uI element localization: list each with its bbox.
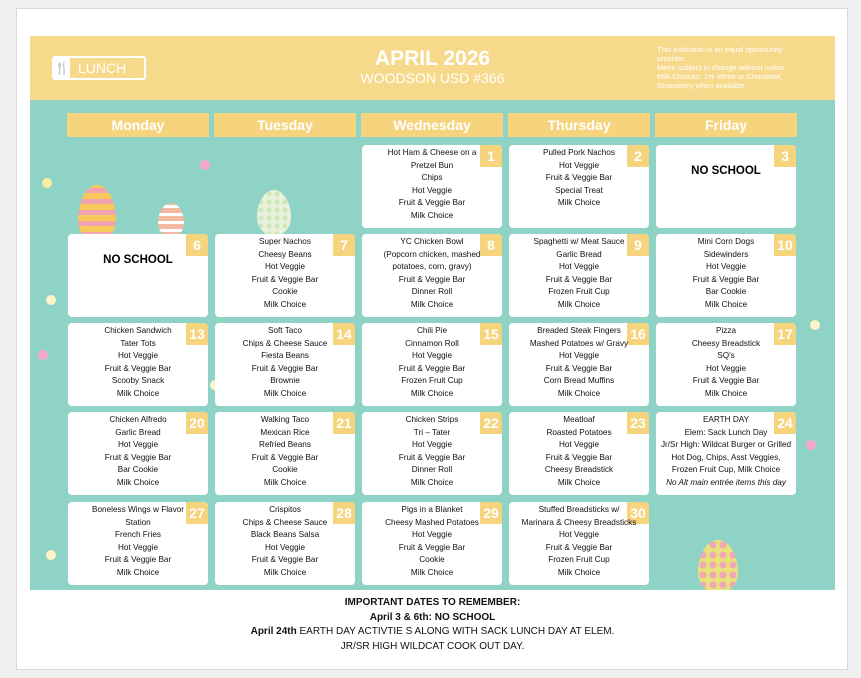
menu-item: Milk Choice — [116, 567, 160, 577]
menu-item: Hot Veggie — [558, 530, 600, 540]
important-dates — [30, 596, 835, 654]
day-number: 15 — [480, 323, 502, 345]
menu-items — [509, 414, 649, 490]
logo-text: LUNCH — [78, 60, 127, 76]
menu-item: Fruit & Veggie Bar — [398, 274, 466, 284]
calendar-day-cell — [362, 323, 502, 406]
menu-item: Milk Choice — [263, 477, 307, 487]
menu-item: Crispitos — [269, 505, 301, 514]
calendar-subtitle: WOODSON USD #366 — [360, 70, 505, 86]
menu-item: Hot Veggie — [117, 440, 159, 450]
menu-items — [362, 504, 502, 580]
notice-line: This institution is an equal opportunity — [657, 45, 783, 54]
menu-items — [215, 414, 355, 490]
menu-item: Hot Dog, Chips, Asst Veggies, — [671, 452, 781, 462]
menu-item: Hot Veggie — [558, 440, 600, 450]
menu-item: Fruit & Veggie Bar — [692, 274, 760, 284]
menu-item: Hot Veggie — [705, 363, 747, 373]
menu-item: Hot Veggie — [558, 262, 600, 272]
menu-item: Jr/Sr High: Wildcat Burger or Grilled — [660, 440, 792, 450]
notice-line: Milk Choices: 1% White or Chocolate, — [657, 72, 783, 81]
menu-item: Hot Veggie — [411, 351, 453, 361]
menu-item: potatoes, corn, gravy) — [392, 262, 472, 272]
menu-item: Hot Ham & Cheese on a — [387, 148, 477, 157]
menu-item: Fruit & Veggie Bar — [251, 452, 319, 462]
menu-items — [68, 325, 208, 401]
flower-decoration — [200, 160, 210, 170]
day-number: 9 — [627, 234, 649, 256]
menu-items — [509, 147, 649, 210]
menu-items — [509, 504, 649, 580]
day-number: 16 — [627, 323, 649, 345]
menu-items — [362, 147, 502, 223]
calendar-day-cell — [509, 412, 649, 495]
menu-item: Fruit & Veggie Bar — [545, 452, 613, 462]
menu-item: Mini Corn Dogs — [697, 237, 755, 246]
calendar-day-cell — [362, 145, 502, 228]
menu-item: Chicken Strips — [405, 415, 459, 424]
day-number: 17 — [774, 323, 796, 345]
calendar-day-cell — [656, 412, 796, 495]
notice-line: provider. — [657, 54, 686, 63]
menu-items — [656, 236, 796, 312]
day-number: 7 — [333, 234, 355, 256]
menu-item: Chicken Alfredo — [109, 415, 167, 424]
menu-item: Hot Veggie — [411, 185, 453, 195]
calendar-day-cell — [656, 323, 796, 406]
menu-item: SQ's — [717, 351, 735, 361]
footer-line-1: April 3 & 6th: NO SCHOOL — [369, 611, 496, 623]
menu-item: Milk Choice — [557, 299, 601, 309]
menu-item: French Fries — [115, 530, 161, 540]
calendar-title: APRIL 2026 — [374, 47, 491, 70]
menu-item: Milk Choice — [704, 388, 748, 398]
flower-decoration — [46, 295, 56, 305]
menu-item: Fruit & Veggie Bar — [104, 452, 172, 462]
calendar-day-cell — [509, 145, 649, 228]
notice-line: Strawberry when available — [657, 81, 745, 90]
calendar-day-cell — [68, 502, 208, 585]
menu-item: Spaghetti w/ Meat Sauce — [533, 237, 625, 246]
footer-line-2 — [30, 625, 835, 640]
menu-item: Hot Veggie — [117, 351, 159, 361]
easter-egg-decoration — [698, 540, 738, 590]
calendar-day-cell — [68, 234, 208, 317]
menu-item: Soft Taco — [268, 326, 302, 335]
menu-item: Cookie — [272, 287, 298, 297]
menu-item: Dinner Roll — [411, 465, 453, 475]
menu-item: Fruit & Veggie Bar — [545, 542, 613, 552]
fork-icon: 🍴 — [54, 58, 70, 78]
menu-item: EARTH DAY — [702, 415, 750, 424]
menu-item: Milk Choice — [263, 299, 307, 309]
menu-item: Pizza — [715, 326, 737, 335]
day-number: 21 — [333, 412, 355, 434]
menu-item: Corn Bread Muffins — [543, 376, 615, 386]
menu-item: Dinner Roll — [411, 287, 453, 297]
menu-item: Cookie — [272, 465, 298, 475]
notice-text — [657, 45, 807, 90]
day-number: 13 — [186, 323, 208, 345]
day-number: 27 — [186, 502, 208, 524]
menu-item: Refried Beans — [259, 440, 311, 450]
menu-items — [215, 325, 355, 401]
day-number: 30 — [627, 502, 649, 524]
day-header-thursday: Thursday — [508, 113, 650, 137]
menu-item: Pretzel Bun — [410, 160, 454, 170]
menu-item: Milk Choice — [410, 388, 454, 398]
calendar-day-cell — [215, 412, 355, 495]
menu-item: Milk Choice — [557, 198, 601, 208]
menu-item: Cheesy Mashed Potatoes — [385, 517, 479, 527]
menu-items — [68, 414, 208, 490]
notice-line: Menu subject to change without notice. — [657, 63, 787, 72]
menu-item: Fruit & Veggie Bar — [545, 173, 613, 183]
menu-item: Fruit & Veggie Bar — [251, 555, 319, 565]
menu-item: Special Treat — [555, 185, 603, 195]
menu-item: Elem: Sack Lunch Day — [684, 427, 768, 437]
menu-item: YC Chicken Bowl — [400, 237, 464, 246]
menu-items — [215, 504, 355, 580]
menu-item: Hot Veggie — [705, 262, 747, 272]
menu-note: No Alt main entrée items this day — [666, 477, 786, 487]
menu-items — [656, 414, 796, 490]
menu-item: Cheesy Beans — [258, 249, 312, 259]
menu-item: Meatloaf — [563, 415, 595, 424]
menu-item: Stuffed Breadsticks w/ — [538, 505, 620, 514]
day-number: 8 — [480, 234, 502, 256]
easter-egg-decoration — [257, 190, 291, 236]
no-school-label: NO SCHOOL — [691, 165, 761, 177]
menu-item: Hot Veggie — [558, 351, 600, 361]
day-number: 14 — [333, 323, 355, 345]
footer-heading: IMPORTANT DATES TO REMEMBER: — [344, 597, 521, 608]
flower-decoration — [806, 440, 816, 450]
menu-item: Milk Choice — [410, 210, 454, 220]
menu-item: Cheesy Breadstick — [544, 465, 614, 475]
menu-item: Frozen Fruit Cup — [548, 287, 610, 297]
menu-item: Chili Pie — [416, 326, 448, 335]
flower-decoration — [46, 550, 56, 560]
calendar-day-cell — [362, 412, 502, 495]
menu-item: Fruit & Veggie Bar — [545, 363, 613, 373]
menu-item: Fruit & Veggie Bar — [398, 363, 466, 373]
calendar-day-cell — [68, 323, 208, 406]
day-number: 28 — [333, 502, 355, 524]
menu-item: Pigs in a Blanket — [401, 505, 463, 514]
menu-item: Fruit & Veggie Bar — [398, 452, 466, 462]
menu-item: Scooby Snack — [111, 376, 165, 386]
day-number: 3 — [774, 145, 796, 167]
menu-item: Breaded Steak Fingers — [537, 326, 621, 335]
menu-item: Roasted Potatoes — [546, 427, 612, 437]
menu-item: Milk Choice — [263, 388, 307, 398]
menu-item: Milk Choice — [410, 567, 454, 577]
menu-item: Hot Veggie — [411, 440, 453, 450]
menu-item: Fruit & Veggie Bar — [104, 363, 172, 373]
calendar-day-cell — [362, 502, 502, 585]
menu-item: Station — [125, 517, 151, 527]
calendar-day-cell — [68, 412, 208, 495]
menu-item: Cinnamon Roll — [405, 338, 459, 348]
menu-item: Tater Tots — [120, 338, 156, 348]
day-number: 24 — [774, 412, 796, 434]
menu-item: Marinara & Cheesy Breadsticks — [521, 517, 637, 527]
menu-item: Fruit & Veggie Bar — [251, 363, 319, 373]
day-header-tuesday: Tuesday — [214, 113, 356, 137]
footer-text: EARTH DAY ACTIVTIE S ALONG WITH SACK LUNCH DAY AT ELEM. — [296, 626, 615, 637]
menu-item: Milk Choice — [410, 477, 454, 487]
menu-item: Hot Veggie — [411, 530, 453, 540]
menu-item: Milk Choice — [557, 477, 601, 487]
menu-item: Frozen Fruit Cup — [401, 376, 463, 386]
menu-item: Bar Cookie — [117, 465, 159, 475]
menu-item: Super Nachos — [259, 237, 311, 246]
menu-item: Boneless Wings w Flavor — [92, 505, 184, 514]
menu-item: Milk Choice — [263, 567, 307, 577]
menu-items — [362, 236, 502, 312]
menu-item: Milk Choice — [557, 388, 601, 398]
calendar-day-cell — [215, 502, 355, 585]
day-number: 20 — [186, 412, 208, 434]
day-header-monday: Monday — [67, 113, 209, 137]
menu-item: Mexican Rice — [260, 427, 310, 437]
menu-item: Milk Choice — [704, 299, 748, 309]
menu-item: Sidewinders — [703, 249, 749, 259]
menu-item: Bar Cookie — [705, 287, 747, 297]
menu-item: Pulled Pork Nachos — [543, 148, 615, 157]
calendar-day-cell — [509, 323, 649, 406]
day-number: 6 — [186, 234, 208, 256]
menu-item: (Popcorn chicken, mashed — [383, 249, 481, 259]
menu-item: Milk Choice — [557, 567, 601, 577]
menu-item: Fruit & Veggie Bar — [545, 274, 613, 284]
menu-item: Fruit & Veggie Bar — [398, 542, 466, 552]
menu-item: Frozen Fruit Cup — [548, 555, 610, 565]
menu-item: Mashed Potatoes w/ Gravy — [529, 338, 629, 348]
menu-item: Frozen Fruit Cup, Milk Choice — [671, 465, 781, 475]
menu-item: Cheesy Breadstick — [691, 338, 761, 348]
menu-item: Chips & Cheese Sauce — [242, 338, 328, 348]
menu-item: Walking Taco — [260, 415, 310, 424]
calendar-day-cell — [215, 234, 355, 317]
calendar-day-cell — [656, 145, 796, 228]
day-number: 29 — [480, 502, 502, 524]
day-header-wednesday: Wednesday — [361, 113, 503, 137]
flower-decoration — [810, 320, 820, 330]
day-number: 10 — [774, 234, 796, 256]
calendar-day-cell — [362, 234, 502, 317]
menu-item: Hot Veggie — [264, 542, 306, 552]
menu-item: Chips & Cheese Sauce — [242, 517, 328, 527]
menu-item: Milk Choice — [410, 299, 454, 309]
menu-item: Hot Veggie — [558, 160, 600, 170]
menu-item: Cookie — [419, 555, 445, 565]
menu-items — [509, 325, 649, 401]
menu-items — [362, 325, 502, 401]
no-school-label: NO SCHOOL — [103, 254, 173, 266]
calendar-day-cell — [215, 323, 355, 406]
menu-item: Garlic Bread — [115, 427, 161, 437]
day-number: 22 — [480, 412, 502, 434]
menu-item: Fiesta Beans — [261, 351, 309, 361]
day-number: 2 — [627, 145, 649, 167]
menu-item: Milk Choice — [116, 388, 160, 398]
flower-decoration — [42, 178, 52, 188]
menu-item: Fruit & Veggie Bar — [251, 274, 319, 284]
day-number: 23 — [627, 412, 649, 434]
lunch-logo — [52, 56, 146, 80]
menu-item: Chicken Sandwich — [104, 326, 172, 335]
menu-item: Hot Veggie — [264, 262, 306, 272]
day-header-friday: Friday — [655, 113, 797, 137]
calendar-day-cell — [656, 234, 796, 317]
menu-item: Milk Choice — [116, 477, 160, 487]
menu-item: Garlic Bread — [556, 249, 602, 259]
easter-egg-decoration — [158, 203, 184, 237]
menu-item: Fruit & Veggie Bar — [104, 555, 172, 565]
footer-date: April 24th — [250, 626, 297, 637]
menu-item: Fruit & Veggie Bar — [692, 376, 760, 386]
day-number: 1 — [480, 145, 502, 167]
menu-item: Brownie — [270, 376, 300, 386]
menu-item: Fruit & Veggie Bar — [398, 198, 466, 208]
menu-items — [362, 414, 502, 490]
flower-decoration — [38, 350, 48, 360]
footer-line-3: JR/SR HIGH WILDCAT COOK OUT DAY. — [340, 640, 525, 652]
menu-item: Black Beans Salsa — [250, 530, 320, 540]
calendar-day-cell — [509, 502, 649, 585]
menu-items — [215, 236, 355, 312]
menu-item: Chips — [421, 173, 443, 183]
menu-items — [509, 236, 649, 312]
calendar-day-cell — [509, 234, 649, 317]
menu-items — [68, 504, 208, 580]
menu-item: Hot Veggie — [117, 542, 159, 552]
menu-items — [656, 325, 796, 401]
menu-item: Tri – Tater — [413, 427, 451, 437]
